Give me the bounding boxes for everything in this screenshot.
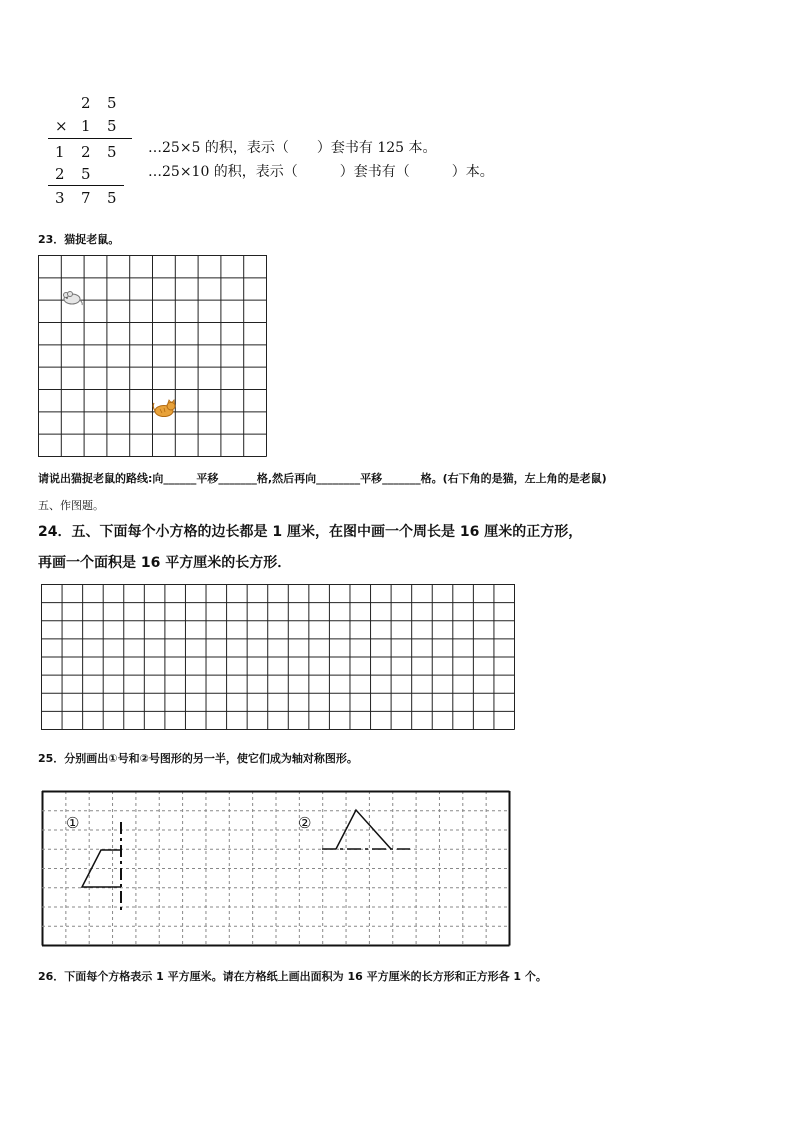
question-24-line-2: 再画一个面积是 16 平方厘米的长方形． — [38, 555, 292, 571]
figure-2-label: ② — [298, 814, 312, 832]
times-sign: × — [55, 117, 68, 135]
question-23-title: 23．猫捉老鼠。 — [38, 233, 120, 246]
digit: 5 — [81, 165, 91, 183]
digit: 1 — [55, 143, 65, 161]
digit: 1 — [81, 117, 91, 135]
figure-1-label: ① — [66, 814, 80, 832]
digit: 5 — [107, 143, 117, 161]
multiplication-note-2: …25×10 的积，表示（ ）套书有（ ）本。 — [148, 164, 494, 180]
digit: 5 — [107, 94, 117, 112]
digit: 2 — [81, 94, 91, 112]
question-24-line-1: 24．五、下面每个小方格的边长都是 1 厘米，在图中画一个周长是 16 厘米的正方形， — [38, 524, 583, 540]
digit: 5 — [107, 117, 117, 135]
digit: 2 — [81, 143, 91, 161]
question-23-prompt: 请说出猫捉老鼠的路线:向______平移_______格,然后再向________平移_______格。(右下角的是猫，左上角的是老鼠) — [38, 472, 607, 485]
digit: 2 — [55, 165, 65, 183]
digit: 3 — [55, 189, 65, 207]
multiplication-note-1: …25×5 的积，表示（ ）套书有 125 本。 — [148, 140, 437, 156]
section-5-title: 五、作图题。 — [38, 499, 104, 512]
digit: 5 — [107, 189, 117, 207]
question-26-title: 26．下面每个方格表示 1 平方厘米。请在方格纸上画出面积为 16 平方厘米的长方形和正方形各 1 个。 — [38, 970, 547, 983]
question-25-title: 25．分别画出①号和②号图形的另一半，使它们成为轴对称图形。 — [38, 752, 358, 765]
digit: 7 — [81, 189, 91, 207]
